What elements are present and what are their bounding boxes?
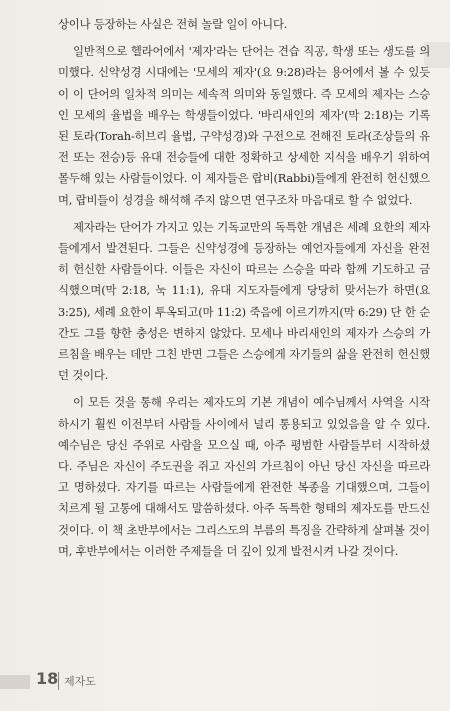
running-title: 제자도 bbox=[64, 675, 96, 688]
paragraph: 제자라는 단어가 가지고 있는 기독교만의 독특한 개념은 세례 요한의 제자들에게서 발견된다. 그들은 신약성경에 등장하는 예언자들에게 자신을 완전히 헌신한 사람들이다. 이들은 자신이 따르는 스승을 따라 함께 기도하고 금식했으며(막 2:18, 눅 11:1), 유대 지도자들에게 당당히 맞서는가 하면(요 3:25), 세례 요한이 투옥되고(마 11:2) 죽음에 이르기까지(막 6:29) 단 한 순간도 그를 향한 충성은 변하지 않았다. 모세나 바리새인의 제자가 스승의 가르침을 배우는 데만 그친 반면 그들은 스승에게 자기들의 삶을 완전히 헌신했던 것이다. bbox=[58, 219, 430, 383]
footer-band bbox=[0, 675, 30, 689]
page-footer bbox=[0, 669, 450, 695]
paragraph: 상이나 등장하는 사실은 전혀 놀랄 일이 아니다. bbox=[58, 17, 288, 31]
body-text bbox=[58, 14, 430, 568]
page-number: 18 bbox=[36, 669, 59, 688]
footer-divider bbox=[58, 672, 59, 690]
paragraph: 일반적으로 헬라어에서 '제자'라는 단어는 견습 직공, 학생 또는 생도를 의미했다. 신약성경 시대에는 '모세의 제자'(요 9:28)라는 용어에서 볼 수 있듯이 이 단어의 일차적 의미는 세속적 의미와 동일했다. 즉 모세의 제자는 스승인 모세의 율법을 배우는 학생들이었다. '바리새인의 제자'(막 2:18)는 기록된 토라(Torah-히브리 율법, 구약성경)와 구전으로 전해진 토라(조상들의 유전 또는 전승)등 유대 전승들에 대한 정확하고 상세한 지식을 배우기 위하여 몰두해 있는 사람들이었다. 이 제자들은 랍비(Rabbi)들에게 완전히 헌신했으며, 랍비들이 성경을 해석해 주지 않으면 연구조차 마음대로 할 수 없었다. bbox=[58, 44, 430, 207]
paragraph: 이 모든 것을 통해 우리는 제자도의 기본 개념이 예수님께서 사역을 시작하시기 훨씬 이전부터 사람들 사이에서 널리 통용되고 있었음을 알 수 있다. 예수님은 당신 주위로 사람을 모으실 때, 아주 평범한 사람들부터 시작하셨다. 주님은 자신이 주도권을 쥐고 자신의 가르침이 아닌 당신 자신을 따르라고 명하셨다. 자기를 따르는 사람들에게 완전한 복종을 기대했으며, 그들이 치르게 될 고통에 대해서도 말씀하셨다. 아주 독특한 형태의 제자도를 만드신 것이다. 이 책 초반부에서는 그리스도의 부름의 특징을 간략하게 살펴볼 것이며, 후반부에서는 이러한 주제들을 더 깊이 있게 발전시켜 나갈 것이다. bbox=[58, 395, 430, 558]
